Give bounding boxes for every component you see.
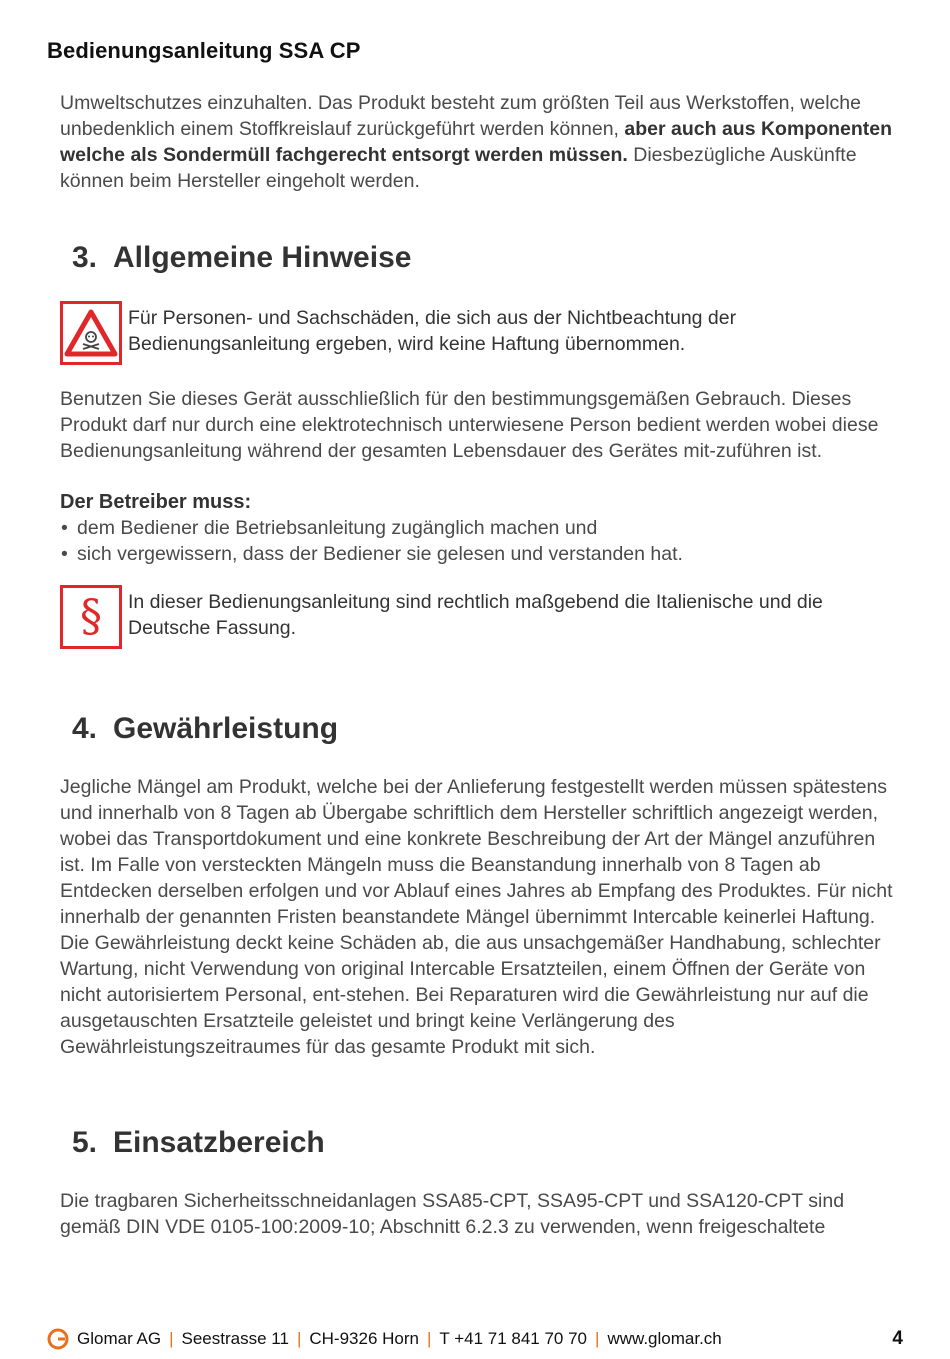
footer-street: Seestrasse 11 bbox=[181, 1329, 289, 1348]
operator-list bbox=[60, 515, 902, 567]
section-4-title: Gewährleistung bbox=[113, 712, 339, 745]
liability-warning bbox=[60, 301, 902, 365]
section-3-heading bbox=[60, 241, 902, 275]
legal-text: In dieser Bedienungsanleitung sind rechtlich maßgebend die Italienische und die Deutsche Fassung. bbox=[128, 591, 823, 639]
footer-company: Glomar AG bbox=[77, 1329, 162, 1348]
section-3-title: Allgemeine Hinweise bbox=[113, 241, 412, 274]
paragraph-sign-icon: § bbox=[60, 585, 122, 649]
legal-notice bbox=[60, 585, 902, 649]
operator-heading: Der Betreiber muss: bbox=[60, 491, 252, 513]
section-4-number: 4. bbox=[72, 712, 98, 745]
footer-website: www.glomar.ch bbox=[607, 1329, 722, 1348]
footer-phone: T +41 71 841 70 70 bbox=[439, 1329, 588, 1348]
list-item: • sich vergewissern, dass der Bediener sie gelesen und verstanden hat. bbox=[60, 541, 902, 567]
document-title: Bedienungsanleitung SSA CP bbox=[47, 38, 361, 63]
glomar-logo-icon bbox=[47, 1328, 69, 1350]
intro-bold-text: aber auch aus Komponenten welche als Sondermüll fachgerecht entsorgt werden müssen. bbox=[60, 118, 893, 166]
section-5-title: Einsatzbereich bbox=[113, 1126, 325, 1159]
warning-triangle-icon bbox=[60, 301, 122, 365]
section-3-paragraph: Benutzen Sie dieses Gerät ausschließlich für den bestimmungsgemäßen Gebrauch. Dieses Produkt darf nur durch eine elektrotechnisch unterwiesene Person bedient werden wobei diese Bedienungsanleitung während der gesamten Lebensdauer des Gerätes mit-zuführen ist. bbox=[60, 388, 879, 462]
intro-paragraph: Umweltschutzes einzuhalten. Das Produkt besteht zum größten Teil aus Werkstoffen, welche unbedenklich einem Stoffkreislauf zurückgeführt werden können, aber auch aus Komponenten welche als Sondermüll fachgerecht entsorgt werden müssen. Diesbezügliche Auskünfte können beim Hersteller eingeholt werden. bbox=[60, 92, 893, 192]
warning-text: Für Personen- und Sachschäden, die sich aus der Nichtbeachtung der Bedienungsanleitung ergeben, wird keine Haftung übernommen. bbox=[128, 307, 737, 355]
section-5-heading bbox=[60, 1126, 902, 1160]
footer-city: CH-9326 Horn bbox=[309, 1329, 419, 1348]
page-number: 4 bbox=[892, 1328, 903, 1349]
section-3-number: 3. bbox=[72, 241, 98, 274]
section-4-heading bbox=[60, 712, 902, 746]
page-footer: Glomar AG | Seestrasse 11 | CH-9326 Horn | T +41 71 841 70 70 | www.glomar.ch 4 bbox=[47, 1324, 903, 1354]
section-5-number: 5. bbox=[72, 1126, 98, 1159]
section-5-paragraph: Die tragbaren Sicherheitsschneidanlagen SSA85-CPT, SSA95-CPT und SSA120-CPT sind gemäß DIN VDE 0105-100:2009-10; Abschnitt 6.2.3 zu verwenden, wenn freigeschaltete bbox=[60, 1190, 845, 1238]
section-4-paragraph: Jegliche Mängel am Produkt, welche bei der Anlieferung festgestellt werden müssen spätestens und innerhalb von 8 Tagen ab Übergabe schriftlich dem Hersteller schriftlich angezeigt werden, wobei das Transportdokument und eine konkrete Beschreibung der Art der Mängel anzuführen ist. Im Falle von versteckten Mängeln muss die Beanstandung innerhalb von 8 Tagen ab Entdecken derselben erfolgen und vor Ablauf eines Jahres ab Empfang des Produktes. Für nicht innerhalb der genannten Fristen beanstandete Mängel übernimmt Intercable keinerlei Haftung. Die Gewährleistung deckt keine Schäden ab, die aus unsachgemäßer Handhabung, schlechter Wartung, nicht Verwendung von original Intercable Ersatzteilen, einem Öffnen der Geräte von nicht autorisiertem Personal, ent-stehen. Bei Reparaturen wird die Gewährleistung nur auf die ausgetauschten Ersatzteile geleistet und bringt keine Verlängerung des Gewährleistungszeitraumes für das gesamte Produkt mit sich. bbox=[60, 776, 893, 1058]
list-item: • dem Bediener die Betriebsanleitung zugänglich machen und bbox=[60, 515, 902, 541]
page-content bbox=[60, 90, 902, 1240]
